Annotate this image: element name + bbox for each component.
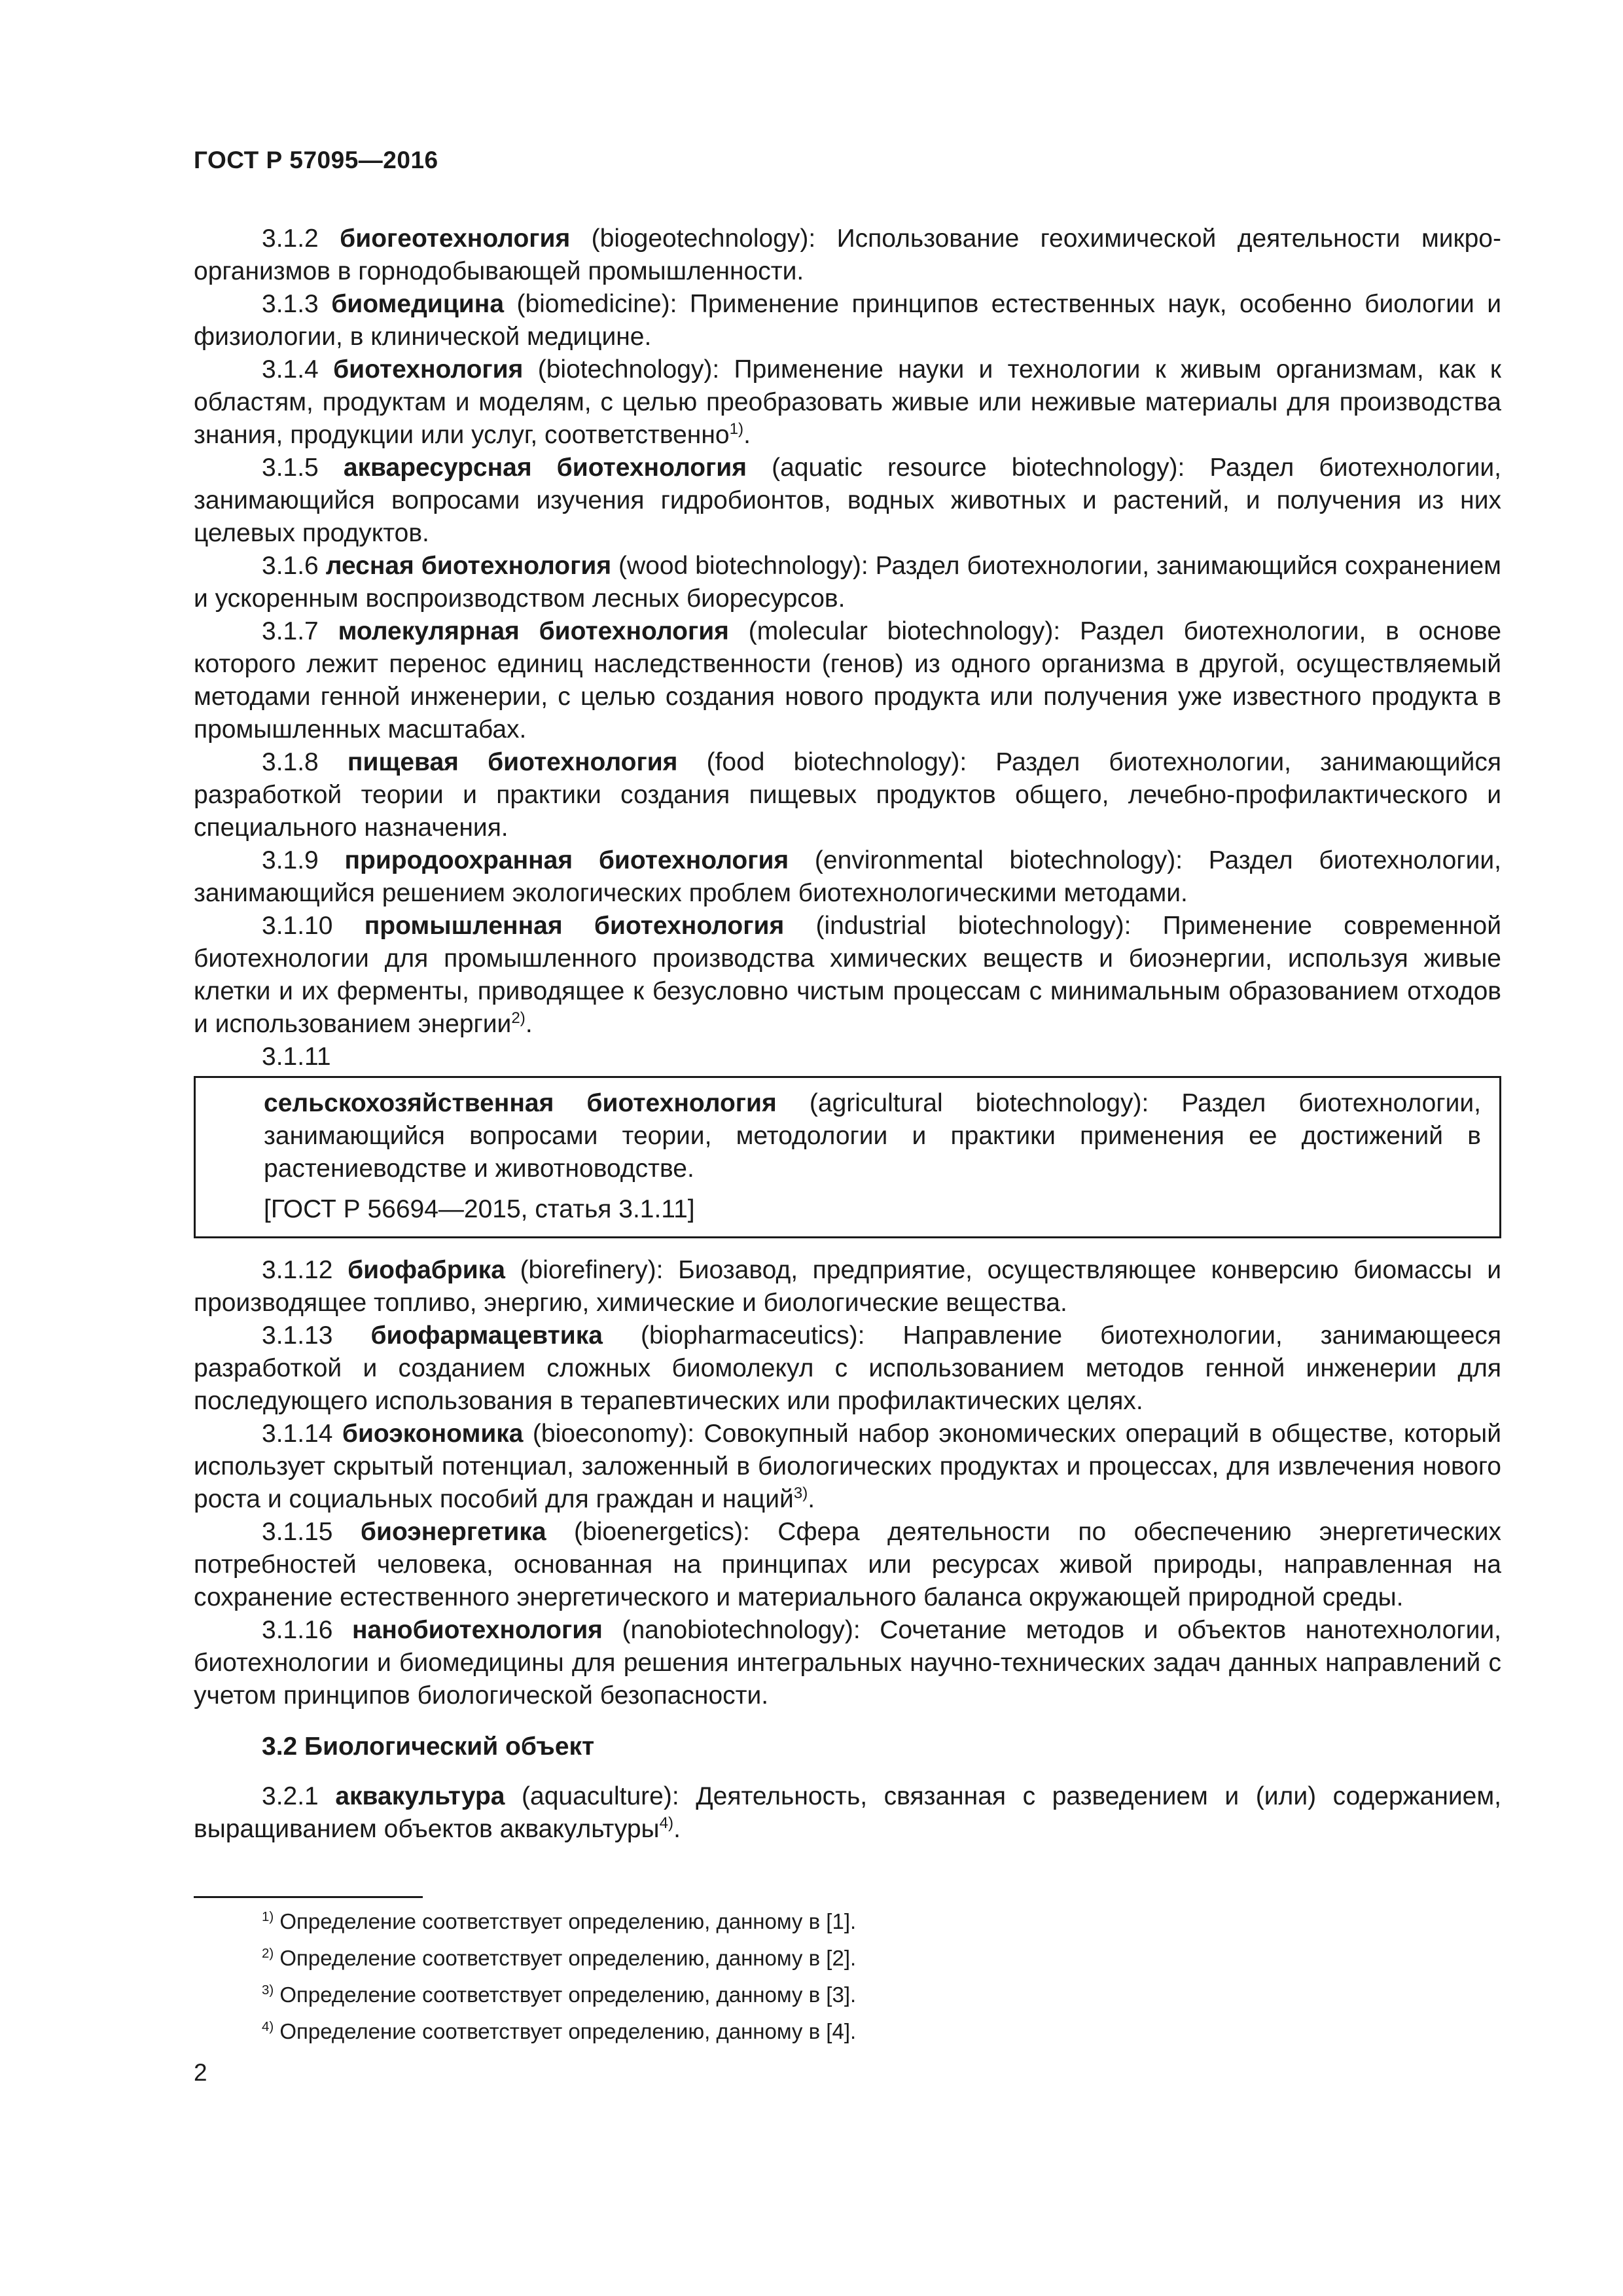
term-definition: : Сочетание методов и объектов нанотехнологии, биотехнологии и биомедицины для решения интегральных научно-технических задач данных направлений с учетом принципов биологической безопасности. [194,1616,1501,1710]
term-ru: акваресурсная биотехнология [343,454,747,482]
term-ru: молекулярная биотехнология [338,617,729,645]
term-entry-3-1-5 [194,452,1501,550]
entry-number: 3.1.7 [262,617,319,645]
entry-number: 3.1.16 [262,1616,333,1644]
entry-number: 3.1.8 [262,748,319,776]
term-definition: : Направление биотехнологии, занимающееся разработкой и созданием сложных биомолекул с использованием методов генной инженерии для последующего использования в терапевтических или профилактических целях. [194,1321,1502,1415]
term-entry-3-1-3 [194,288,1501,353]
term-definition: : Биозавод, предприятие, осуществляющее конверсию биомассы и производящее топливо, энергию, химические и биологические вещества. [194,1256,1501,1317]
term-en: (agricultural biotechnology) [809,1089,1142,1117]
term-en: (nanobiotechnology) [622,1616,853,1644]
footnote-text: Определение соответствует определению, данному в [2]. [279,1946,857,1970]
footnote-ref: 2) [511,1009,526,1027]
term-ru: биомедицина [331,290,505,318]
entry-number: 3.1.4 [262,355,319,384]
term-entry-3-1-8 [194,746,1501,844]
footnote-ref: 4) [659,1814,674,1832]
term-entry-3-1-9 [194,844,1501,910]
entry-number: 3.1.12 [262,1256,333,1284]
footnote-text: Определение соответствует определению, данному в [1]. [279,1909,857,1933]
footnote-text: Определение соответствует определению, данному в [3]. [279,1982,857,2007]
term-definition: : Раздел биотехнологии, занимающийся сохранением и ускоренным воспроизводством лесных биоресурсов. [194,552,1501,613]
entry-number: 3.1.10 [262,912,333,940]
term-en: (biomedicine) [516,290,670,318]
term-en: (bioenergetics) [574,1518,743,1546]
period: . [673,1815,681,1843]
term-ru: аквакультура [335,1782,505,1810]
term-definition: : Использование геохимической деятельности микро-организмов в горнодобывающей промышленности. [194,224,1501,285]
term-en: (wood biotechnology) [618,552,861,580]
term-entry-3-1-15 [194,1516,1501,1614]
term-entry-3-1-10 [194,910,1501,1041]
term-entry-3-1-2 [194,223,1501,288]
footnote-text: Определение соответствует определению, данному в [4]. [279,2019,857,2043]
term-en: (biogeotechnology) [591,224,809,253]
footnotes [262,1903,856,2050]
term-en: (biorefinery) [520,1256,656,1284]
term-entry-3-1-14 [194,1418,1501,1516]
term-en: (food biotechnology) [706,748,960,776]
entry-number: 3.1.3 [262,290,319,318]
term-definition: : Совокупный набор экономических операций в обществе, который использует скрытый потенциал, заложенный в биологических продуктах и процессах, для извлечения нового роста и социальных пособий для граждан и наций [194,1420,1501,1513]
footnote-1 [262,1903,856,1940]
term-en: (molecular biotechnology) [748,617,1054,645]
term-definition: : Применение принципов естественных наук, особенно биологии и физиологии, в клинической медицине. [194,290,1501,351]
term-ru: биотехнология [333,355,524,384]
term-entry-3-1-6 [194,550,1501,615]
term-en: (aquatic resource biotechnology) [772,454,1178,482]
term-ru: природоохранная биотехнология [344,846,789,874]
page-number: 2 [194,2059,207,2086]
term-ru: биогеотехнология [340,224,571,253]
term-en: (bioeconomy) [532,1420,688,1448]
term-ru: биофабрика [348,1256,505,1284]
footnote-ref: 1) [729,420,744,438]
entry-number: 3.1.11 [262,1043,331,1071]
footnote-2 [262,1940,856,1977]
term-ru: сельскохозяйственная биотехнология [264,1089,777,1117]
footnote-separator [194,1896,423,1898]
term-en: (industrial biotechnology) [815,912,1124,940]
entry-number: 3.2.1 [262,1782,319,1810]
entry-number: 3.1.13 [262,1321,333,1350]
term-entry-3-1-7 [194,615,1501,746]
term-ru: нанобиотехнология [351,1616,603,1644]
document-body [194,223,1501,1846]
standard-header: ГОСТ Р 57095—2016 [194,147,438,173]
entry-number: 3.1.14 [262,1420,333,1448]
footnote-mark: 2) [262,1946,274,1961]
term-ru: лесная биотехнология [325,552,612,580]
term-definition: : Сфера деятельности по обеспечению энергетических потребностей человека, основанная на принципах или ресурсах живой природы, направленная на сохранение естественного энергетического и материального баланса окружающей природной среды. [194,1518,1501,1611]
entry-number: 3.1.6 [262,552,319,580]
term-ru: биоэнергетика [360,1518,546,1546]
footnote-mark: 4) [262,2019,274,2034]
term-entry-3-1-11 [264,1087,1481,1185]
term-definition: : Применение современной биотехнологии для промышленного производства химических веществ и биоэнергии, используя живые клетки и их ферменты, приводящее к безусловно чистым процессам с минимальным образованием отходов и использованием энергии [194,912,1501,1038]
term-entry-3-1-4 [194,353,1501,452]
entry-number: 3.1.9 [262,846,319,874]
footnote-4 [262,2013,856,2050]
term-ru: биоэкономика [342,1420,524,1448]
term-definition: : Раздел биотехнологии, в основе которого лежит перенос единиц наследственности (генов) из одного организма в другой, осуществляемый методами генной инженерии, с целью создания нового продукта или получения уже известного продукта в промышленных масштабах. [194,617,1502,744]
term-entry-3-1-13 [194,1319,1501,1418]
entry-number: 3.1.2 [262,224,319,253]
term-en: (aquaculture) [522,1782,672,1810]
term-en: (biopharmaceutics) [640,1321,858,1350]
footnote-ref: 3) [793,1484,808,1502]
entry-number: 3.1.15 [262,1518,333,1546]
term-en: (environmental biotechnology) [814,846,1176,874]
term-en: (biotechnology) [537,355,713,384]
entry-number: 3.1.5 [262,454,319,482]
period: . [525,1010,533,1038]
period: . [808,1485,815,1513]
definition-source: [ГОСТ Р 56694—2015, статья 3.1.11] [264,1195,695,1223]
term-entry-3-1-12 [194,1254,1501,1319]
footnote-mark: 3) [262,1982,274,1998]
period: . [743,421,751,449]
term-ru: пищевая биотехнология [347,748,678,776]
quoted-definition-box [194,1076,1501,1238]
term-entry-3-2-1 [194,1780,1501,1846]
footnote-mark: 1) [262,1909,274,1924]
term-ru: промышленная биотехнология [364,912,785,940]
term-definition: : Раздел биотехнологии, занимающийся решением экологических проблем биотехнологическими методами. [194,846,1501,907]
term-definition: : Раздел биотехнологии, занимающийся вопросами изучения гидробионтов, водных животных и растений, и получения из них целевых продуктов. [194,454,1501,547]
term-entry-3-1-16 [194,1614,1501,1712]
footnote-3 [262,1977,856,2013]
term-entry-3-1-11-number [194,1041,1501,1073]
term-ru: биофармацевтика [370,1321,603,1350]
term-definition: : Раздел биотехнологии, занимающийся разработкой теории и практики создания пищевых продуктов общего, лечебно-профилактического и специального назначения. [194,748,1502,842]
term-definition: : Применение науки и технологии к живым организмам, как к областям, продуктам и моделям, с целью преобразовать живые или неживые материалы для производства знания, продукции или услуг, соответственно [194,355,1501,449]
term-definition: : Раздел биотехнологии, занимающийся вопросами теории, методологии и практики применения ее достижений в растениеводстве и животноводстве. [264,1089,1481,1183]
term-definition: : Деятельность, связанная с разведением и (или) содержанием, выращиванием объектов аквакультуры [194,1782,1501,1843]
section-title-3-2: 3.2 Биологический объект [262,1732,595,1761]
